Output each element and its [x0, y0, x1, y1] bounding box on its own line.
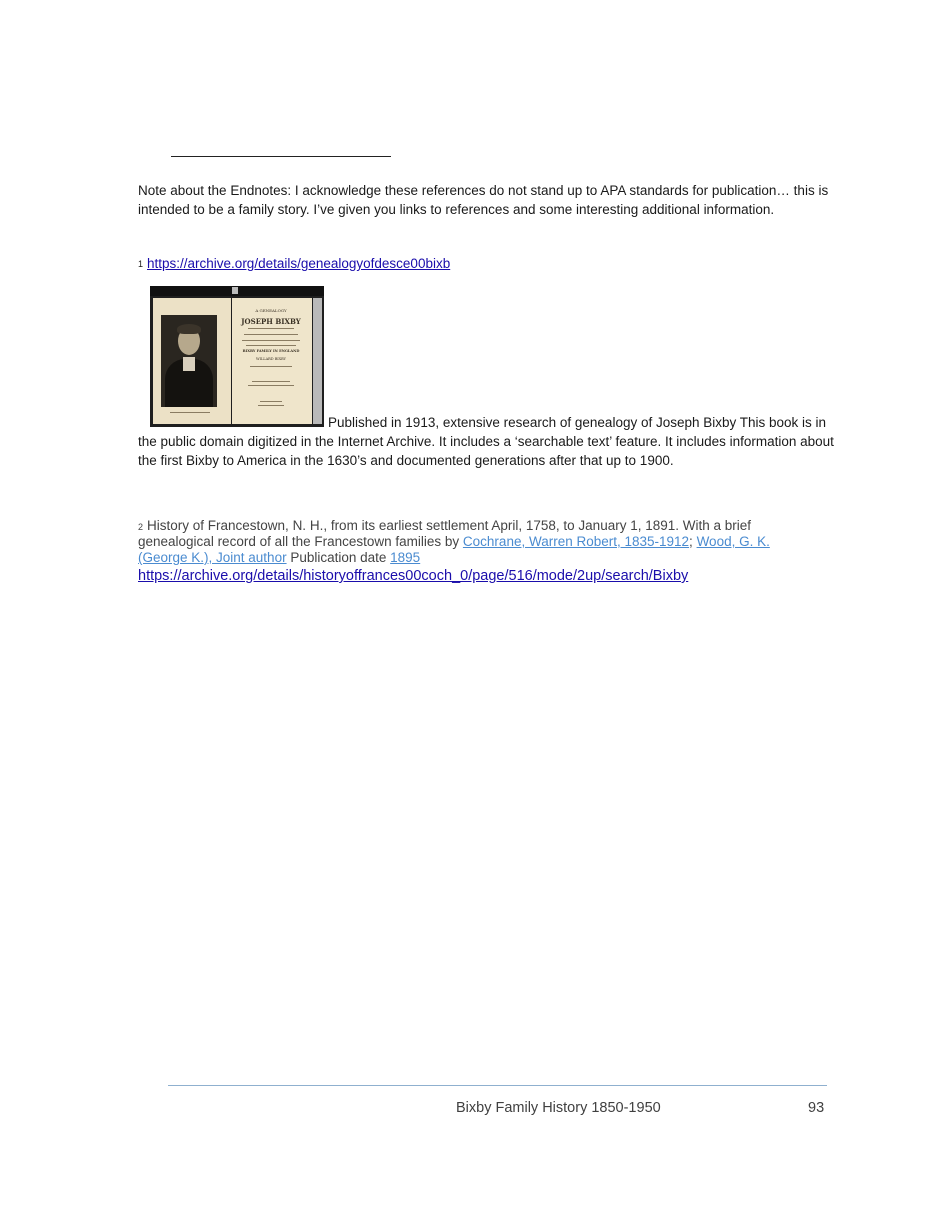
book-text-line [248, 328, 294, 329]
footnote-2-text: History of Francestown, N. H., from its earliest settlement April, 1758, to January 1, 1891. With a brief genealogical record of all the Francestown families by [138, 518, 752, 549]
footnote-1 [138, 254, 450, 273]
book-text-line [244, 334, 298, 335]
footnote-marker: 1 [138, 259, 144, 269]
portrait-hair [177, 324, 201, 334]
publication-date-label: Publication date [286, 550, 391, 565]
image-tab-icon [232, 287, 238, 294]
book-text-line [248, 385, 294, 386]
footnote-marker: 2 [138, 522, 144, 532]
footer-rule [168, 1085, 827, 1086]
author-link-cochrane[interactable]: Cochrane, Warren Robert, 1835-1912 [462, 534, 690, 549]
footnote-2-link[interactable]: https://archive.org/details/historyoffrances00coch_0/page/516/mode/2up/search/Bixby [138, 568, 689, 584]
book-title-line: A GENEALOGY [255, 308, 287, 313]
description-text: Published in 1913, extensive research of genealogy of Joseph Bixby This book is in the public domain digitized in the Internet Archive. It includes a ‘searchable text’ feature. It includes information about the first Bixby to America in the 1630’s and documented generations after that up to 1900. [138, 415, 834, 468]
book-text-line [246, 345, 296, 346]
portrait-collar [183, 357, 195, 371]
book-text-line [252, 381, 290, 382]
footnote-2 [138, 518, 798, 566]
footer-title: Bixby Family History 1850-1950 [456, 1100, 661, 1116]
book-text-line [258, 405, 284, 406]
page-number: 93 [808, 1100, 825, 1116]
book-text-line [242, 340, 300, 341]
footnote-2-url-block [138, 567, 688, 586]
portrait-photo [161, 315, 217, 407]
book-text-line [250, 366, 292, 367]
book-text-line [260, 401, 282, 402]
footnote-1-link[interactable]: https://archive.org/details/genealogyofdesce00bixb [147, 256, 451, 271]
author-link-wood[interactable]: Wood, G. K. (George K.), Joint author [138, 534, 770, 565]
publication-year-link[interactable]: 1895 [390, 550, 421, 565]
book-cover-image [150, 286, 324, 427]
book-title-line: BIXBY FAMILY IN ENGLAND [242, 349, 300, 353]
book-title-line: JOSEPH BIXBY [241, 317, 301, 326]
book-title-line: WILLARD BIXBY [256, 357, 286, 361]
endnote-note: Note about the Endnotes: I acknowledge these references do not stand up to APA standards for publication… this is intended to be a family story. I’ve given you links to references and some interesting additional information. [138, 183, 829, 217]
separator-rule [171, 156, 391, 157]
page-edge [313, 298, 322, 424]
author-separator: ; [689, 534, 697, 549]
footnote-1-description [138, 413, 838, 470]
